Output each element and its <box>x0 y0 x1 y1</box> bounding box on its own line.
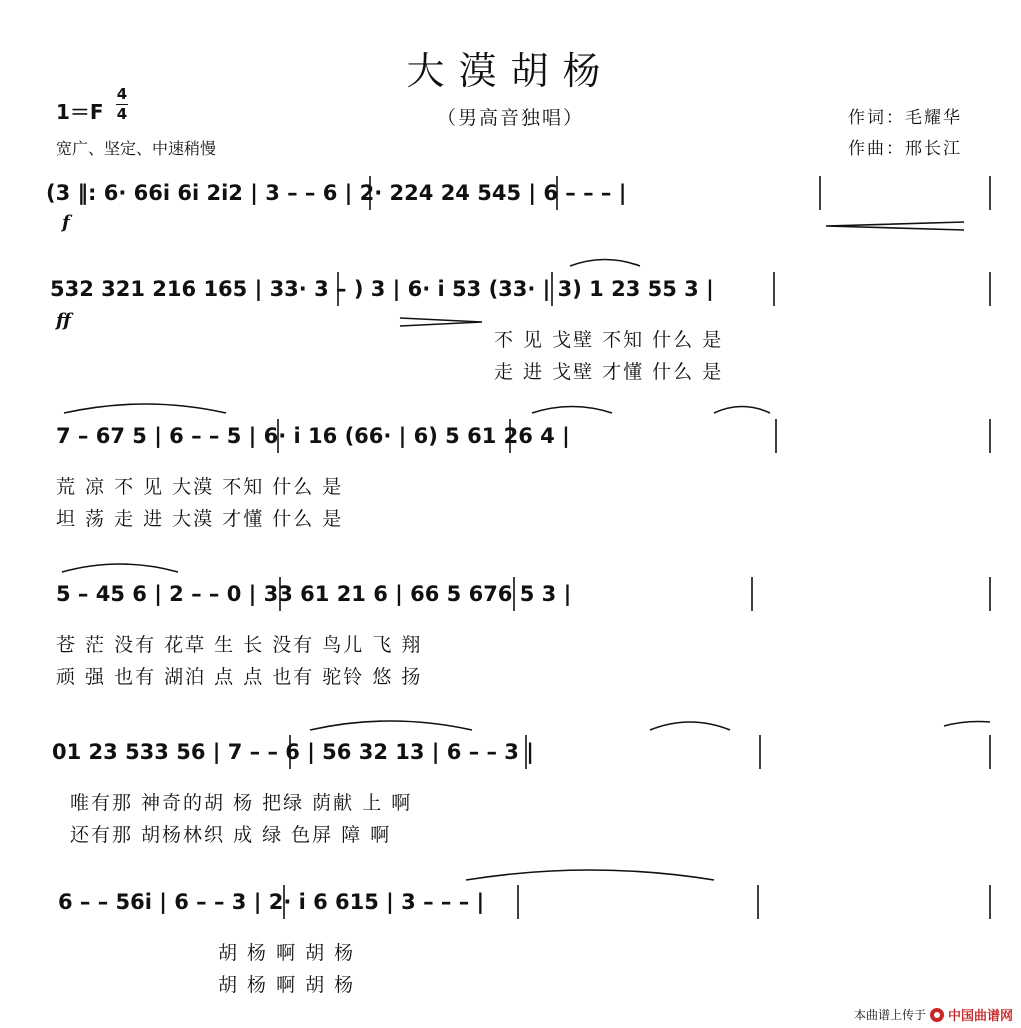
dynamic-fortissimo: ff <box>56 310 71 331</box>
notation-line-5: 01 23 533 56 | 7 – – 6 | 56 32 13 | 6 – – 3 | <box>52 740 534 764</box>
lyrics-line-4-verse-2: 顽 强 也有 湖泊 点 点 也有 驼铃 悠 扬 <box>56 666 423 688</box>
lyrics-line-2-verse-2: 走 进 戈壁 才懂 什么 是 <box>494 361 724 383</box>
lyrics-line-5-verse-2: 还有那 胡杨林织 成 绿 色屏 障 啊 <box>70 824 392 846</box>
dynamic-forte: f <box>62 212 70 233</box>
tempo-marking: 宽广、坚定、中速稍慢 <box>56 139 217 158</box>
lyrics-line-6-verse-2: 胡 杨 啊 胡 杨 <box>218 974 356 996</box>
lyrics-line-6-verse-1: 胡 杨 啊 胡 杨 <box>218 942 356 964</box>
notation-line-2: 532 321 216 165 | 33· 3 – ) 3 | 6· i 53 (33· | 3) 1 23 55 3 | <box>50 277 714 301</box>
upload-text: 本曲谱上传于 <box>853 1008 926 1022</box>
score-subtitle: （男高音独唱） <box>436 107 584 129</box>
key-signature: 1＝F <box>56 100 104 124</box>
score-title: 大漠胡杨 <box>406 49 615 93</box>
composer-credit: 作曲：邢长江 <box>848 139 962 159</box>
notation-line-6: 6 – – 56i | 6 – – 3 | 2· i 6 615 | 3 – – – | <box>58 890 485 914</box>
notation-line-4: 5 – 45 6 | 2 – – 0 | 33 61 21 6 | 66 5 676 5 3 | <box>56 582 572 606</box>
upload-footer <box>854 1005 1013 1024</box>
lyricist-credit: 作词：毛耀华 <box>848 108 962 128</box>
lyrics-line-5-verse-1: 唯有那 神奇的胡 杨 把绿 荫献 上 啊 <box>70 792 413 814</box>
lyrics-line-2-verse-1: 不 见 戈壁 不知 什么 是 <box>494 329 724 351</box>
site-name[interactable]: 中国曲谱网 <box>947 1009 1013 1024</box>
time-signature-bottom: 4 <box>116 105 128 123</box>
notation-line-3: 7 – 67 5 | 6 – – 5 | 6· i 16 (66· | 6) 5 61 26 4 | <box>56 424 570 448</box>
lyrics-line-3-verse-2: 坦 荡 走 进 大漠 才懂 什么 是 <box>56 508 344 530</box>
site-logo-icon <box>930 1008 944 1022</box>
notation-line-1: (3 ‖: 6· 66i 6i 2i2 | 3 – – 6 | 2· 224 24 545 | 6 – – – | <box>46 181 627 205</box>
lyrics-line-3-verse-1: 荒 凉 不 见 大漠 不知 什么 是 <box>56 476 344 498</box>
lyrics-line-4-verse-1: 苍 茫 没有 花草 生 长 没有 鸟儿 飞 翔 <box>56 634 423 656</box>
time-signature-top: 4 <box>116 85 128 103</box>
